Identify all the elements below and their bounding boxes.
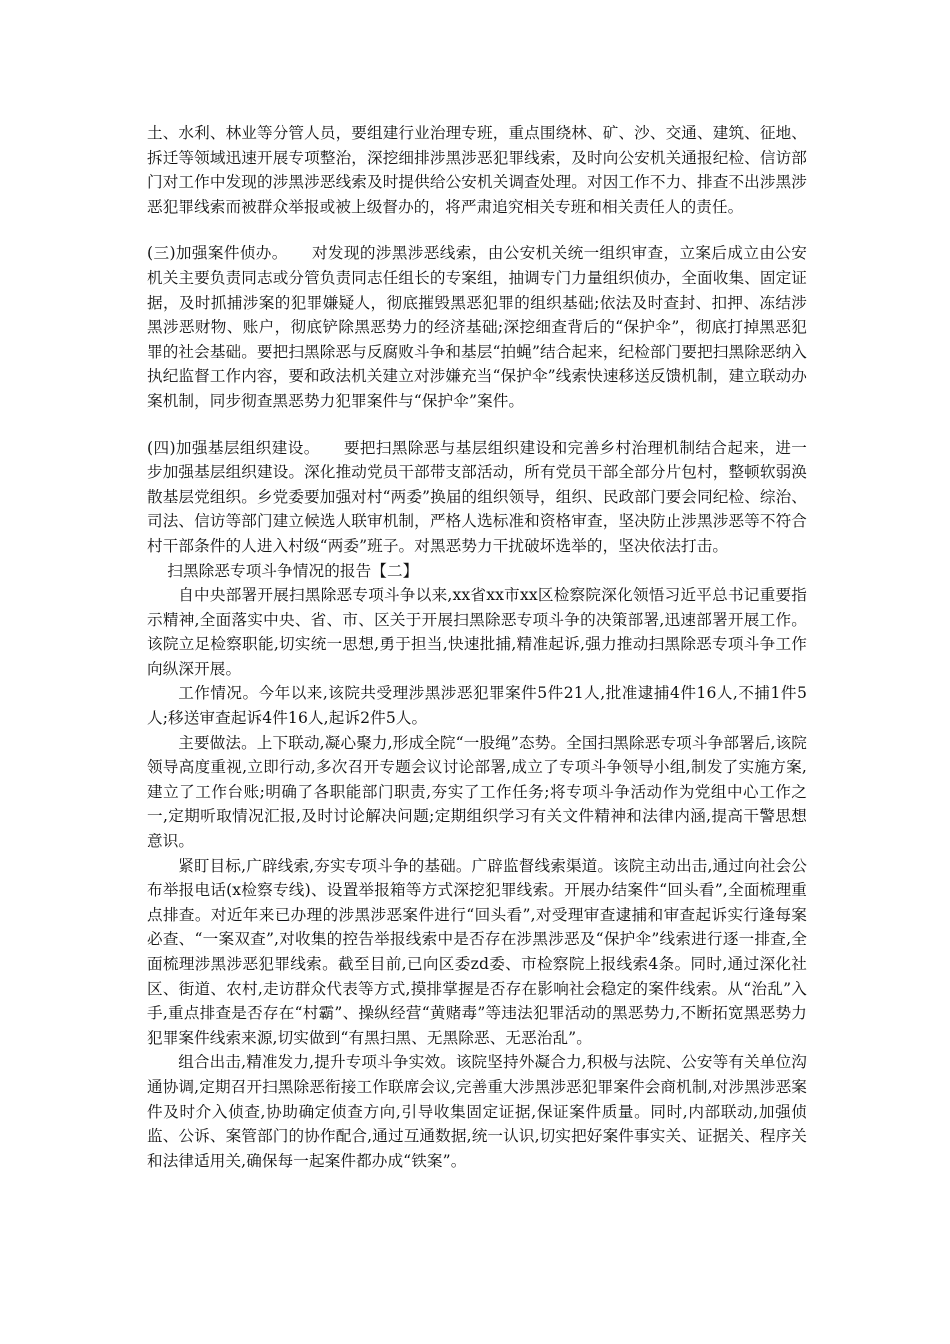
paragraph-text: 土、水利、林业等分管人员，要组建行业治理专班，重点围绕林、矿、沙、交通、建筑、征地、拆迁等领域迅速开展专项整治，深挖细排涉黑涉恶犯罪线索，及时向公安机关通报纪检、信访部门对工作中发现的涉黑涉恶线索及时提供给公安机关调查处理。对因工作不力、排查不出涉黑涉恶犯罪线索而被群众举报或被上级督办的，将严肃追究相关专班和相关责任人的责任。	[147, 124, 807, 216]
section-heading: (三)加强案件侦办。	[147, 244, 312, 263]
report-paragraph: 紧盯目标,广辟线索,夯实专项斗争的基础。广辟监督线索渠道。该院主动出击,通过向社会公布举报电话(x检察专线)、设置举报箱等方式深挖犯罪线索。开展办结案件“回头看”,全面梳理重点排查。对近年来已办理的涉黑涉恶案件进行“回头看”,对受理审查逮捕和审查起诉实行逢每案必查、“一案双查”,对收集的控告举报线索中是否存在涉黑涉恶及“保护伞”线索进行逐一排查,全面梳理涉黑涉恶犯罪线索。截至目前,已向区委zd委、市检察院上报线索4条。同时,通过深化社区、街道、农村,走访群众代表等方式,摸排掌握是否存在影响社会稳定的案件线索。从“治乱”入手,重点排查是否存在“村霸”、操纵经营“黄赌毒”等违法犯罪活动的黑恶势力,不断拓宽黑恶势力犯罪案件线索来源,切实做到“有黑扫黑、无黑除恶、无恶治乱”。	[147, 856, 807, 1047]
report-paragraph: 主要做法。上下联动,凝心聚力,形成全院“一股绳”态势。全国扫黑除恶专项斗争部署后,该院领导高度重视,立即行动,多次召开专题会议讨论部署,成立了专项斗争领导小组,制发了实施方案,建立了工作台账;明确了各职能部门职责,夯实了工作任务;将专项斗争活动作为党组中心工作之一,定期听取情况汇报,及时讨论解决问题;定期组织学习有关文件精神和法律内涵,提高干警思想意识。	[147, 733, 807, 851]
report-section	[147, 559, 807, 1174]
document-page	[147, 121, 807, 1173]
paragraph-text: 对发现的涉黑涉恶线索，由公安机关统一组织审查，立案后成立由公安机关主要负责同志或分管负责同志任组长的专案组，抽调专门力量组织侦办，全面收集、固定证据，及时抓捕涉案的犯罪嫌疑人，彻底摧毁黑恶犯罪的组织基础;依法及时查封、扣押、冻结涉黑涉恶财物、账户，彻底铲除黑恶势力的经济基础;深挖细查背后的“保护伞”，彻底打掉黑恶犯罪的社会基础。要把扫黑除恶与反腐败斗争和基层“拍蝇”结合起来，纪检部门要把扫黑除恶纳入执纪监督工作内容，要和政法机关建立对涉嫌充当“保护伞”线索快速移送反馈机制，建立联动办案机制，同步彻查黑恶势力犯罪案件与“保护伞”案件。	[147, 244, 807, 410]
paragraph-text: 要把扫黑除恶与基层组织建设和完善乡村治理机制结合起来，进一步加强基层组织建设。深化推动党员干部带支部活动，所有党员干部全部分片包村，整顿软弱涣散基层党组织。乡党委要加强对村“两委”换届的组织领导，组织、民政部门要会同纪检、综治、司法、信访等部门建立候选人联审机制，严格人选标准和资格审查，坚决防止涉黑涉恶等不符合村干部条件的人进入村级“两委”班子。对黑恶势力干扰破坏选举的，坚决依法打击。	[147, 438, 807, 555]
report-paragraph: 组合出击,精准发力,提升专项斗争实效。该院坚持外凝合力,积极与法院、公安等有关单位沟通协调,定期召开扫黑除恶衔接工作联席会议,完善重大涉黑涉恶犯罪案件会商机制,对涉黑涉恶案件及时介入侦查,协助确定侦查方向,引导收集固定证据,保证案件质量。同时,内部联动,加强侦监、公诉、案管部门的协作配合,通过互通数据,统一认识,切实把好案件事实关、证据关、程序关和法律适用关,确保每一起案件都办成“铁案”。	[147, 1053, 807, 1170]
paragraph-case-investigation	[147, 241, 807, 413]
section-heading: (四)加强基层组织建设。	[147, 438, 344, 457]
report-title: 扫黑除恶专项斗争情况的报告【二】	[167, 561, 419, 580]
report-paragraph: 自中央部署开展扫黑除恶专项斗争以来,xx省xx市xx区检察院深化领悟习近平总书记重要指示精神,全面落实中央、省、市、区关于开展扫黑除恶专项斗争的决策部署,迅速部署开展工作。该院立足检察职能,切实统一思想,勇于担当,快速批捕,精准起诉,强力推动扫黑除恶专项斗争工作向纵深开展。	[147, 586, 807, 678]
paragraph-continuation	[147, 121, 807, 219]
report-paragraph: 工作情况。今年以来,该院共受理涉黑涉恶犯罪案件5件21人,批准逮捕4件16人,不捕1件5人;移送审查起诉4件16人,起诉2件5人。	[147, 684, 807, 728]
paragraph-grassroots-organization	[147, 436, 807, 559]
